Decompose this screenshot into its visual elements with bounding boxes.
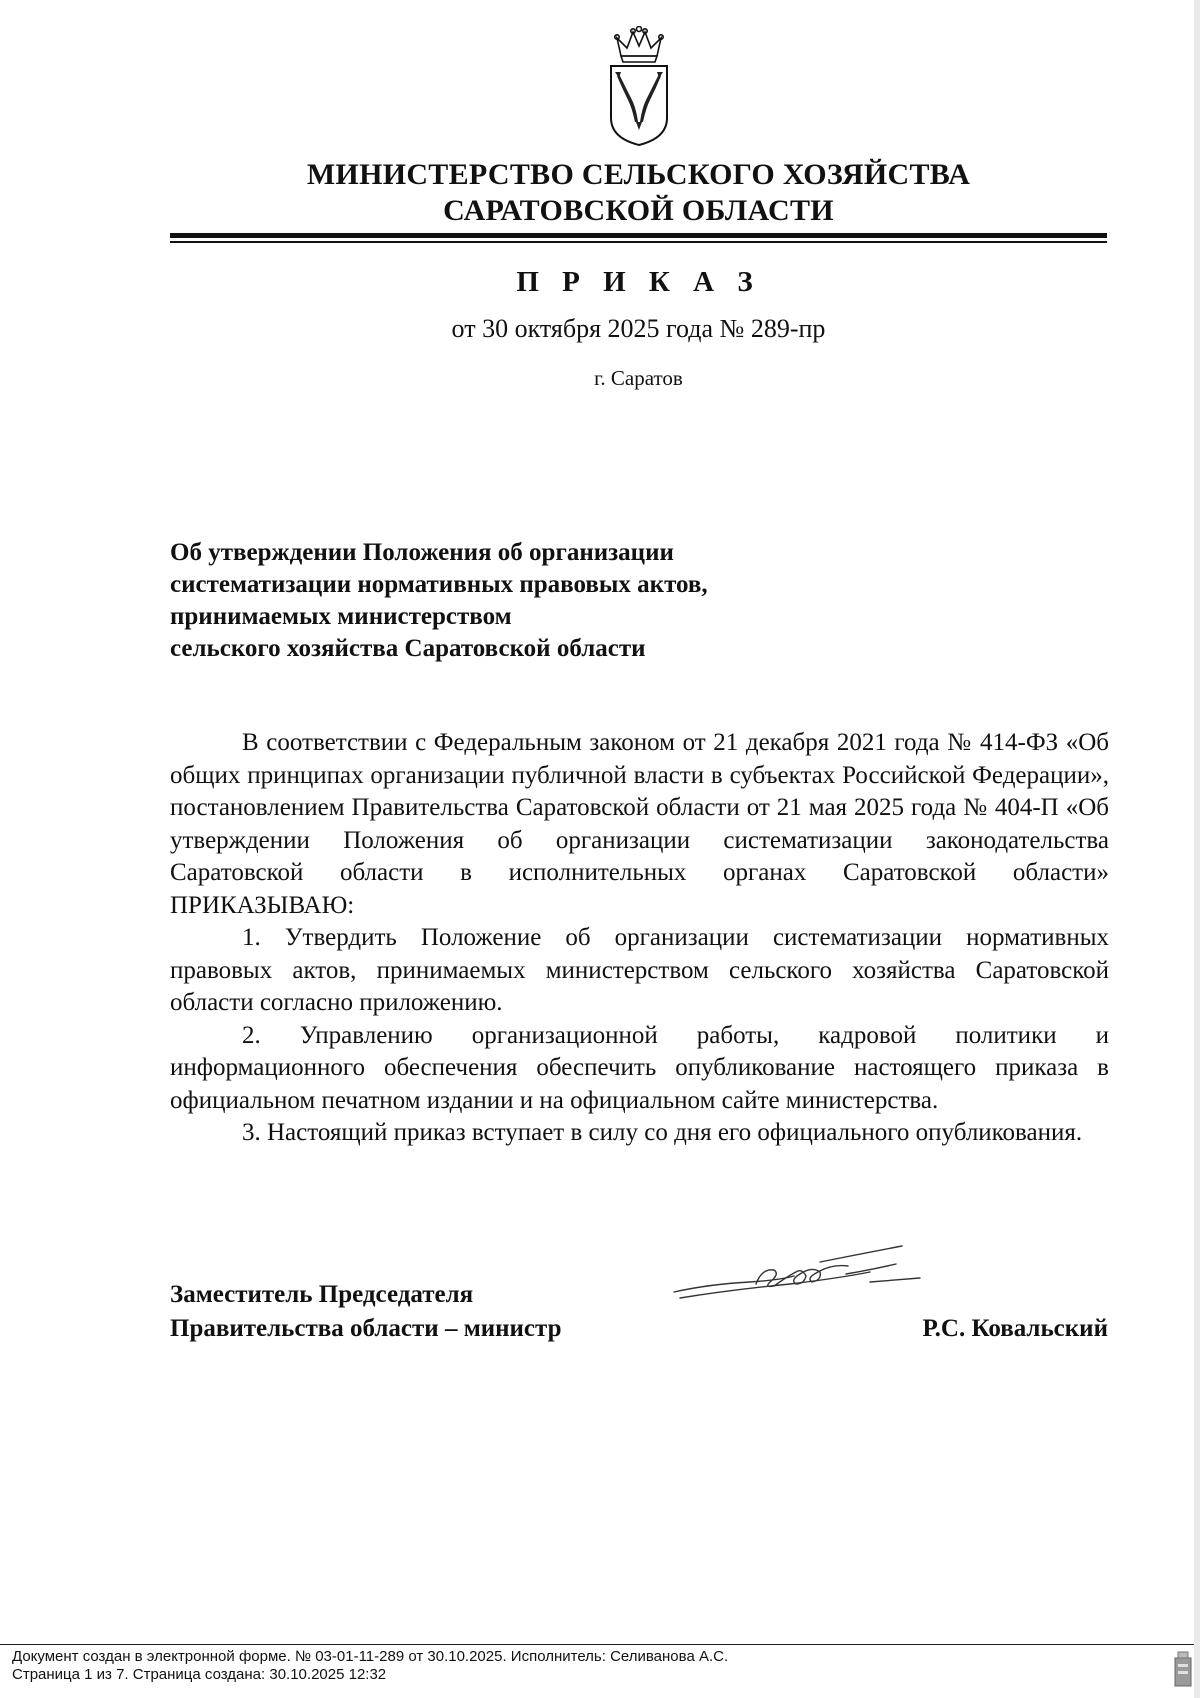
order-item-2: 2. Управлению организационной работы, кадровой политики и информационного обеспечения обеспечить опубликование настоящего приказа в официальном печатном издании и на официальном сайте министерства.	[170, 1021, 1109, 1114]
signatory-position	[170, 1278, 562, 1346]
order-body	[170, 727, 1109, 1150]
subject-line1: Об утверждении Положения об организации	[170, 539, 674, 566]
order-item-3: 3. Настоящий приказ вступает в силу со дня его официального опубликования.	[242, 1119, 1083, 1146]
electronic-document-footer	[12, 1648, 728, 1684]
order-date-number: от 30 октября 2025 года № 289-пр	[451, 314, 826, 343]
header-divider-thick	[170, 233, 1107, 238]
order-item-1: 1. Утвердить Положение об организации систематизации нормативных правовых актов, принимаемых министерством сельского хозяйства Саратовской области согласно приложению.	[170, 924, 1109, 1016]
ministry-name-line1: МИНИСТЕРСТВО СЕЛЬСКОГО ХОЗЯЙСТВА	[306, 158, 971, 191]
order-title: П Р И К А З	[516, 266, 761, 298]
subject-line3: принимаемых министерством	[170, 603, 512, 630]
subject-line4: сельского хозяйства Саратовской области	[170, 635, 646, 662]
coat-of-arms-icon	[605, 26, 673, 148]
scan-edge-shadow	[1194, 0, 1200, 1698]
ministry-name	[170, 157, 1107, 229]
order-subject	[170, 537, 870, 665]
preamble-paragraph: В соответствии с Федеральным законом от 21 декабря 2021 года № 414-ФЗ «Об общих принципах организации публичной власти в субъектах Российской Федерации», постановлением Правительства Саратовской области от 21 мая 2025 года № 404-П «Об утверждении Положения об организации систематизации законодательства Саратовской области в исполнительных органах Саратовской области» ПРИКАЗЫВАЮ:	[170, 729, 1109, 919]
signatory-position-line1: Заместитель Председателя	[170, 1281, 474, 1308]
footer-line1: Документ создан в электронной форме. № 03-01-11-289 от 30.10.2025. Исполнитель: Селиванова А.С.	[12, 1648, 729, 1665]
footer-line2: Страница 1 из 7. Страница создана: 30.10.2025 12:32	[12, 1666, 387, 1683]
ministry-name-line2: САРАТОВСКОЙ ОБЛАСТИ	[443, 194, 834, 227]
subject-line2: систематизации нормативных правовых актов,	[170, 571, 708, 598]
document-stamp-icon	[1172, 1650, 1194, 1690]
order-city: г. Саратов	[594, 366, 683, 390]
footer-divider	[0, 1644, 1200, 1645]
signatory-position-line2: Правительства области – министр	[170, 1315, 562, 1342]
header-divider-thin	[170, 241, 1107, 243]
signatory-name: Р.С. Ковальский	[922, 1315, 1108, 1342]
handwritten-signature	[670, 1232, 930, 1312]
